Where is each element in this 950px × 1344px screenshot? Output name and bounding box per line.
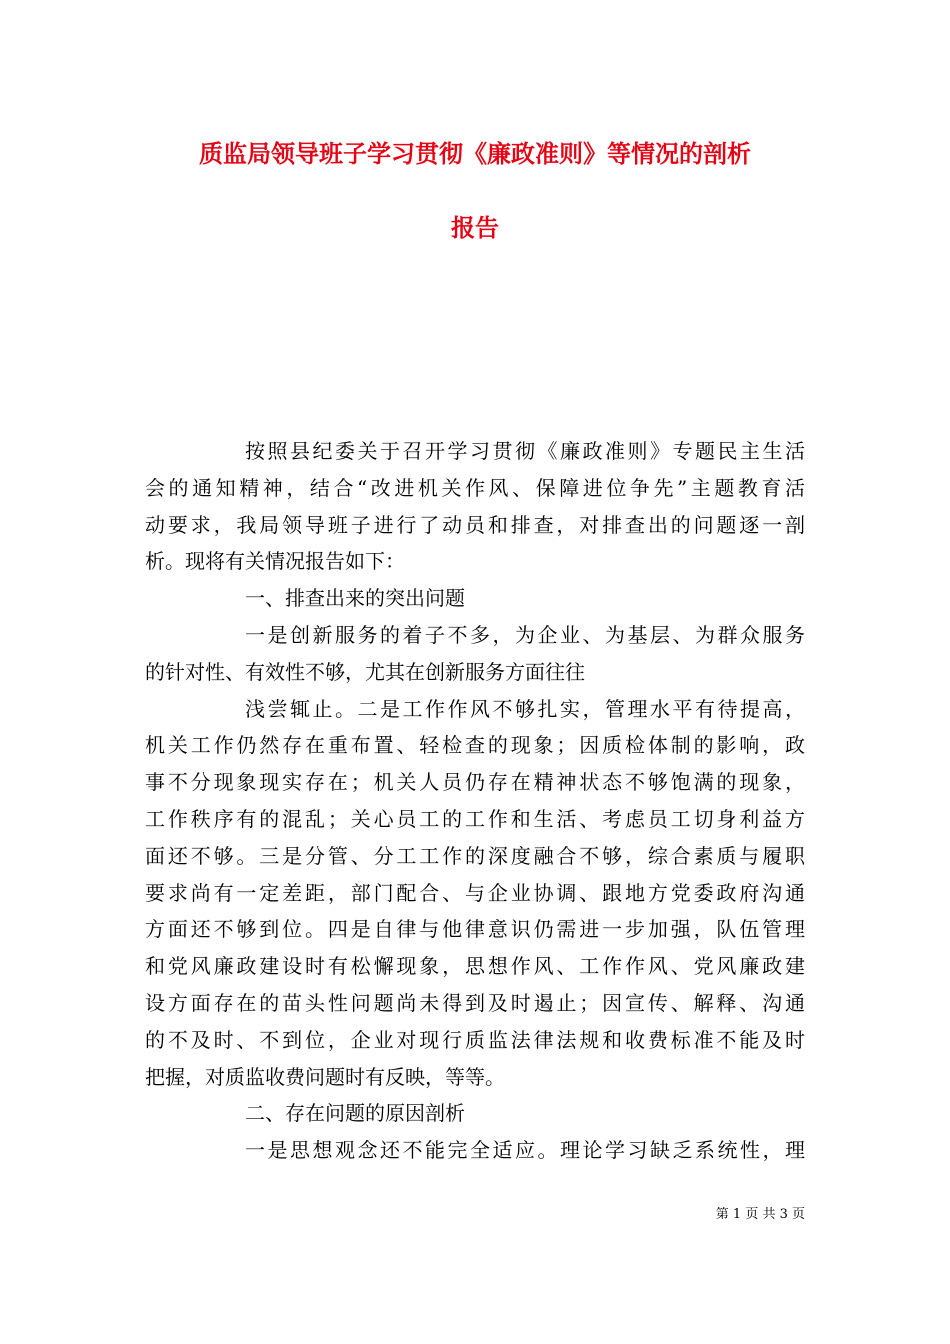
body-text-line: 一、排查出来的突出问题 xyxy=(245,586,465,611)
body-text-line: 面还不够。三是分管、分工工作的深度融合不够，综合素质与履职 xyxy=(145,843,805,868)
body-text-line: 机关工作仍然存在重布置、轻检查的现象；因质检体制的影响，政 xyxy=(145,733,805,758)
document-title-line-2: 报告 xyxy=(451,214,499,242)
body-text-line: 按照县纪委关于召开学习贯彻《廉政准则》专题民主生活 xyxy=(245,439,805,463)
body-text-line: 会的通知精神，结合“改进机关作风、保障进位争先”主题教育活 xyxy=(145,475,805,500)
body-text-line: 要求尚有一定差距，部门配合、与企业协调、跟地方党委政府沟通 xyxy=(145,880,805,905)
body-text-line: 事不分现象现实存在；机关人员仍存在精神状态不够饱满的现象， xyxy=(145,770,805,795)
document-title-line-1: 质监局领导班子学习贯彻《廉政准则》等情况的剖析 xyxy=(199,140,751,168)
body-text-line: 动要求，我局领导班子进行了动员和排查，对排查出的问题逐一剖 xyxy=(145,512,805,537)
document-body xyxy=(145,433,805,1169)
body-text-line: 的针对性、有效性不够，尤其在创新服务方面往往 xyxy=(145,659,585,684)
body-text-line: 把握，对质监收费问题时有反映，等等。 xyxy=(145,1064,505,1089)
page-footer: 第 1 页 共 3 页 xyxy=(715,1207,805,1222)
body-text-line: 析。现将有关情况报告如下： xyxy=(145,549,405,574)
body-text-line: 浅尝辄止。二是工作作风不够扎实，管理水平有待提高， xyxy=(245,696,805,721)
body-text-line: 工作秩序有的混乱；关心员工的工作和生活、考虑员工切身利益方 xyxy=(145,806,805,831)
body-text-line: 的不及时、不到位，企业对现行质监法律法规和收费标准不能及时 xyxy=(145,1027,805,1052)
body-text-line: 和党风廉政建设时有松懈现象，思想作风、工作作风、党风廉政建 xyxy=(145,954,805,979)
body-text-line: 方面还不够到位。四是自律与他律意识仍需进一步加强，队伍管理 xyxy=(145,917,805,942)
body-text-line: 一是创新服务的着子不多，为企业、为基层、为群众服务 xyxy=(245,622,805,647)
body-text-line: 设方面存在的苗头性问题尚未得到及时遏止；因宣传、解释、沟通 xyxy=(145,990,805,1015)
body-text-line: 二、存在问题的原因剖析 xyxy=(245,1101,465,1126)
body-text-line: 一是思想观念还不能完全适应。理论学习缺乏系统性，理 xyxy=(245,1138,805,1163)
